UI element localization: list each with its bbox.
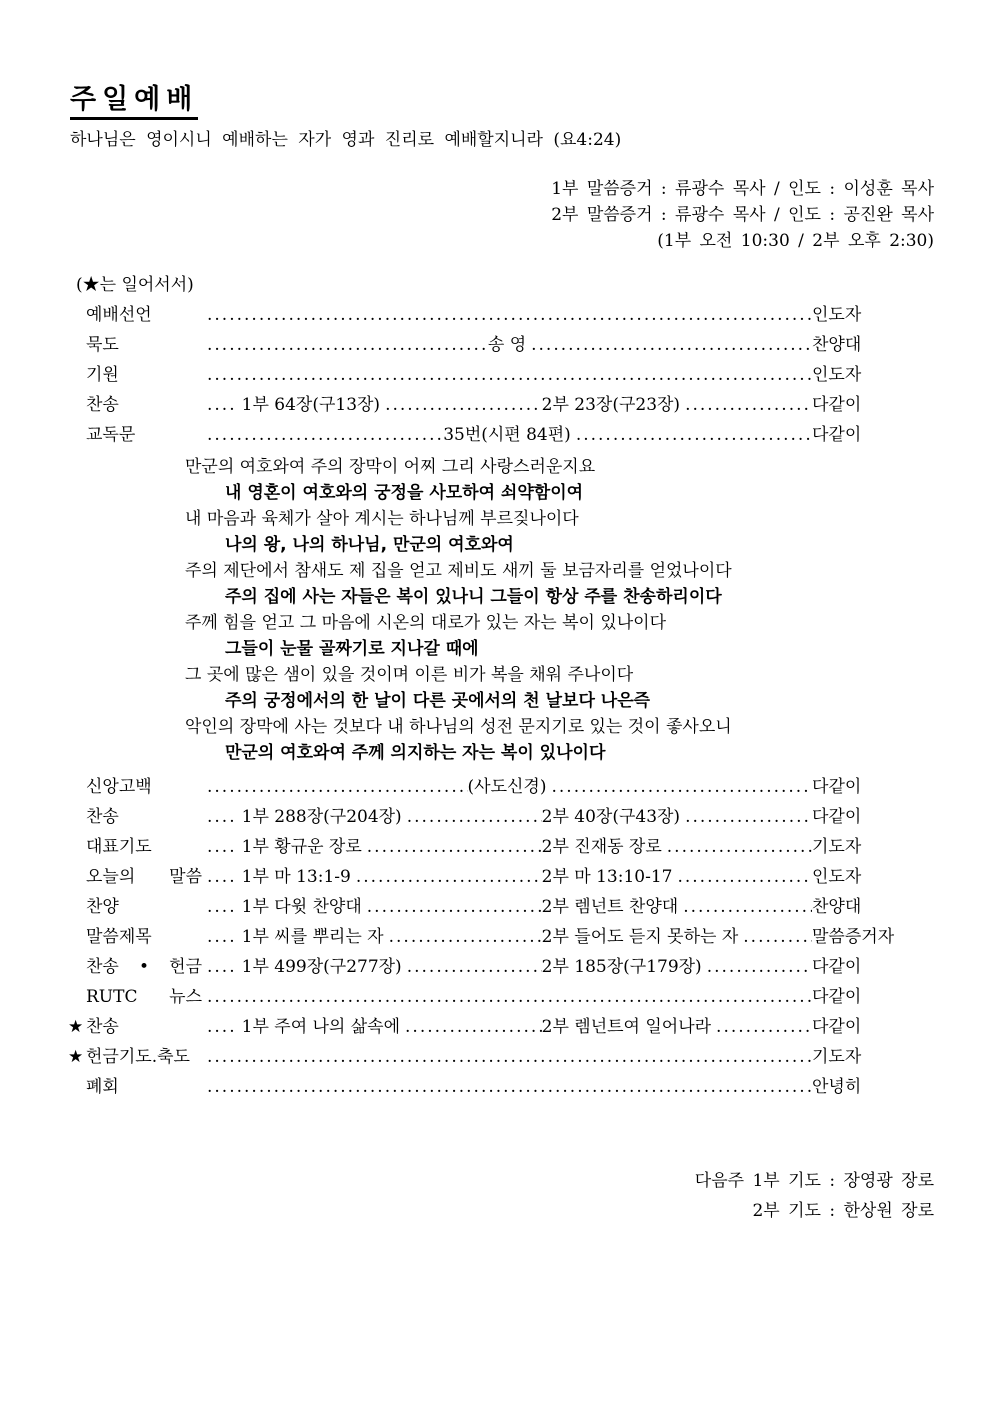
- first-service-group: [242, 802, 542, 832]
- order-item-label: 찬송: [86, 1017, 119, 1038]
- leader-dots: [351, 862, 542, 892]
- stand-star-icon: ★: [68, 1017, 84, 1038]
- order-item-label: 헌금기도.축도: [86, 1047, 190, 1068]
- order-part-2: 2부 렘넌트여 일어나라: [541, 1017, 712, 1038]
- order-item-label: 찬양: [86, 897, 119, 918]
- leader-dots: [202, 420, 443, 450]
- leader-dots: [526, 330, 812, 360]
- leader-dots: [202, 862, 242, 892]
- order-part-1: 1부 다윗 찬양대: [241, 897, 362, 918]
- leader-dots: [202, 390, 242, 420]
- order-part-2: 2부 렘넌트 찬양대: [541, 897, 679, 918]
- order-part-2: 2부 진재동 장로: [541, 837, 662, 858]
- leader-dots: [702, 952, 812, 982]
- order-of-worship-top: [68, 300, 904, 450]
- order-row: [68, 862, 904, 892]
- reading-line-leader: 내 마음과 육체가 살아 계시는 하나님께 부르짖나이다: [185, 509, 579, 530]
- order-part-1: 1부 499장(구277장): [241, 957, 402, 978]
- order-row: [68, 1072, 904, 1102]
- reading-line-leader: 주의 제단에서 참새도 제 집을 얻고 제비도 새끼 둘 보금자리를 얻었나이다: [185, 561, 732, 582]
- order-row: [68, 892, 904, 922]
- page-title: 주일예배: [70, 84, 198, 120]
- leader-dots: [680, 390, 812, 420]
- order-role: 다같이: [812, 777, 862, 798]
- order-role: 다같이: [812, 957, 862, 978]
- order-item-label: 예배선언: [86, 305, 152, 326]
- responsive-reading: [185, 454, 904, 766]
- order-role: 인도자: [812, 365, 862, 386]
- star-slot: [68, 862, 86, 892]
- order-row: [68, 922, 904, 952]
- next-week-line-1: 다음주 1부 기도 : 장영광 장로: [694, 1171, 934, 1192]
- star-slot: [68, 1072, 86, 1102]
- leader-dots: [362, 892, 542, 922]
- reading-line-leader: 주께 힘을 얻고 그 마음에 시온의 대로가 있는 자는 복이 있나이다: [185, 613, 667, 634]
- leader-dots: [680, 802, 812, 832]
- star-slot: [68, 300, 86, 330]
- reading-line-leader: 만군의 여호와여 주의 장막이 어찌 그리 사랑스러운지요: [185, 457, 596, 478]
- order-part-1: 1부 황규운 장로: [241, 837, 362, 858]
- leader-dots: [202, 1042, 812, 1072]
- first-service-group: [242, 862, 542, 892]
- order-row: [68, 300, 904, 330]
- order-row: [68, 982, 904, 1012]
- order-part-center: (사도신경): [467, 777, 547, 798]
- subtitle-verse: 하나님은 영이시니 예배하는 자가 영과 진리로 예배할지니라 (요4:24): [70, 130, 622, 151]
- reading-line-congregation: 그들이 눈물 골짜기로 지나갈 때에: [225, 639, 479, 660]
- first-service-group: [242, 1012, 542, 1042]
- order-item-label: 기원: [86, 365, 119, 386]
- order-part-2: 2부 23장(구23장): [541, 395, 681, 416]
- order-part-2: 2부 40장(구43장): [541, 807, 681, 828]
- leader-dots: [400, 1012, 542, 1042]
- star-slot: [68, 330, 86, 360]
- leader-dots: [202, 832, 242, 862]
- order-part-2: 2부 마 13:10-17: [541, 867, 673, 888]
- leaders-line-2: 2부 말씀증거 : 류광수 목사 / 인도 : 공진완 목사: [551, 205, 934, 226]
- order-row: [68, 390, 904, 420]
- order-row: [68, 330, 904, 360]
- order-part-2: 2부 185장(구179장): [541, 957, 702, 978]
- order-role: 기도자: [812, 837, 862, 858]
- first-service-group: [242, 390, 542, 420]
- reading-line-congregation: 주의 궁정에서의 한 날이 다른 곳에서의 천 날보다 나은즉: [225, 691, 651, 712]
- leader-dots: [678, 892, 812, 922]
- order-row: [68, 802, 904, 832]
- order-of-worship-bottom: [68, 772, 904, 1102]
- order-role: 다같이: [812, 807, 862, 828]
- leader-dots: [738, 922, 812, 952]
- leader-dots: [662, 832, 812, 862]
- order-item-label: 오늘의 말씀: [86, 867, 202, 888]
- order-role: 인도자: [812, 867, 862, 888]
- leader-dots: [202, 360, 812, 390]
- leader-dots: [571, 420, 812, 450]
- reading-line-congregation: 내 영혼이 여호와의 궁정을 사모하여 쇠약함이여: [225, 483, 584, 504]
- order-row: [68, 952, 904, 982]
- order-part-1: 1부 마 13:1-9: [241, 867, 351, 888]
- next-week-prayer: [68, 1166, 934, 1226]
- leader-dots: [202, 982, 812, 1012]
- reading-line-leader: 악인의 장막에 사는 것보다 내 하나님의 성전 문지기로 있는 것이 좋사오니: [185, 717, 732, 738]
- order-part-2: 2부 들어도 듣지 못하는 자: [541, 927, 739, 948]
- order-part-1: 1부 씨를 뿌리는 자: [241, 927, 384, 948]
- first-service-group: [242, 832, 542, 862]
- star-slot: [68, 952, 86, 982]
- leader-dots: [402, 952, 542, 982]
- star-slot: [68, 922, 86, 952]
- leader-dots: [672, 862, 812, 892]
- leader-dots: [384, 922, 542, 952]
- order-item-label: 찬송: [86, 395, 119, 416]
- order-role: 다같이: [812, 395, 862, 416]
- order-row: [68, 1012, 904, 1042]
- star-slot: [68, 360, 86, 390]
- reading-line-leader: 그 곳에 많은 샘이 있을 것이며 이른 비가 복을 채워 주나이다: [185, 665, 634, 686]
- star-slot: [68, 892, 86, 922]
- order-row: [68, 360, 904, 390]
- leader-dots: [202, 772, 468, 802]
- leader-dots: [202, 1012, 242, 1042]
- order-role: 찬양대: [812, 335, 862, 356]
- order-item-label: 폐회: [86, 1077, 119, 1098]
- leader-dots: [362, 832, 542, 862]
- first-service-group: [242, 952, 542, 982]
- service-times: (1부 오전 10:30 / 2부 오후 2:30): [657, 231, 934, 252]
- order-role: 말씀증거자: [812, 927, 895, 948]
- order-role: 기도자: [812, 1047, 862, 1068]
- order-part-1: 1부 288장(구204장): [241, 807, 402, 828]
- leader-dots: [202, 802, 242, 832]
- order-item-label: RUTC 뉴스: [86, 987, 202, 1008]
- order-row: [68, 772, 904, 802]
- first-service-group: [242, 922, 542, 952]
- stand-note: (★는 일어서서): [76, 275, 194, 296]
- first-service-group: [242, 892, 542, 922]
- order-item-label: 말씀제목: [86, 927, 152, 948]
- service-leaders: [68, 176, 934, 254]
- order-item-label: 교독문: [86, 425, 136, 446]
- leader-dots: [546, 772, 812, 802]
- order-item-label: 대표기도: [86, 837, 152, 858]
- stand-star-icon: ★: [68, 1047, 84, 1068]
- leaders-line-1: 1부 말씀증거 : 류광수 목사 / 인도 : 이성훈 목사: [551, 179, 934, 200]
- order-row: [68, 832, 904, 862]
- order-part-1: 1부 주여 나의 삶속에: [241, 1017, 401, 1038]
- order-item-label: 묵도: [86, 335, 119, 356]
- leader-dots: [202, 922, 242, 952]
- order-role: 안녕히: [812, 1077, 862, 1098]
- leader-dots: [202, 1072, 812, 1102]
- reading-line-congregation: 주의 집에 사는 자들은 복이 있나니 그들이 항상 주를 찬송하리이다: [225, 587, 722, 608]
- order-part-center: 송 영: [487, 335, 527, 356]
- order-role: 찬양대: [812, 897, 862, 918]
- star-slot: [68, 832, 86, 862]
- next-week-line-2: 2부 기도 : 한상원 장로: [752, 1201, 934, 1222]
- star-slot: [68, 420, 86, 450]
- leader-dots: [711, 1012, 812, 1042]
- star-slot: [68, 390, 86, 420]
- leader-dots: [202, 892, 242, 922]
- leader-dots: [380, 390, 542, 420]
- reading-line-congregation: 만군의 여호와여 주께 의지하는 자는 복이 있나이다: [225, 743, 606, 764]
- order-part-1: 1부 64장(구13장): [241, 395, 381, 416]
- star-slot: [68, 772, 86, 802]
- order-role: 다같이: [812, 425, 862, 446]
- star-slot: [68, 982, 86, 1012]
- leader-dots: [402, 802, 542, 832]
- order-row: [68, 420, 904, 450]
- leader-dots: [202, 952, 242, 982]
- order-row: [68, 1042, 904, 1072]
- order-role: 인도자: [812, 305, 862, 326]
- order-item-label: 신앙고백: [86, 777, 152, 798]
- reading-line-congregation: 나의 왕, 나의 하나님, 만군의 여호와여: [225, 535, 514, 556]
- star-slot: [68, 802, 86, 832]
- order-role: 다같이: [812, 1017, 862, 1038]
- order-item-label: 찬송: [86, 807, 119, 828]
- leader-dots: [202, 330, 488, 360]
- order-role: 다같이: [812, 987, 862, 1008]
- order-part-center: 35번(시편 84편): [443, 425, 571, 446]
- leader-dots: [202, 300, 812, 330]
- order-item-label: 찬송 • 헌금: [86, 957, 202, 978]
